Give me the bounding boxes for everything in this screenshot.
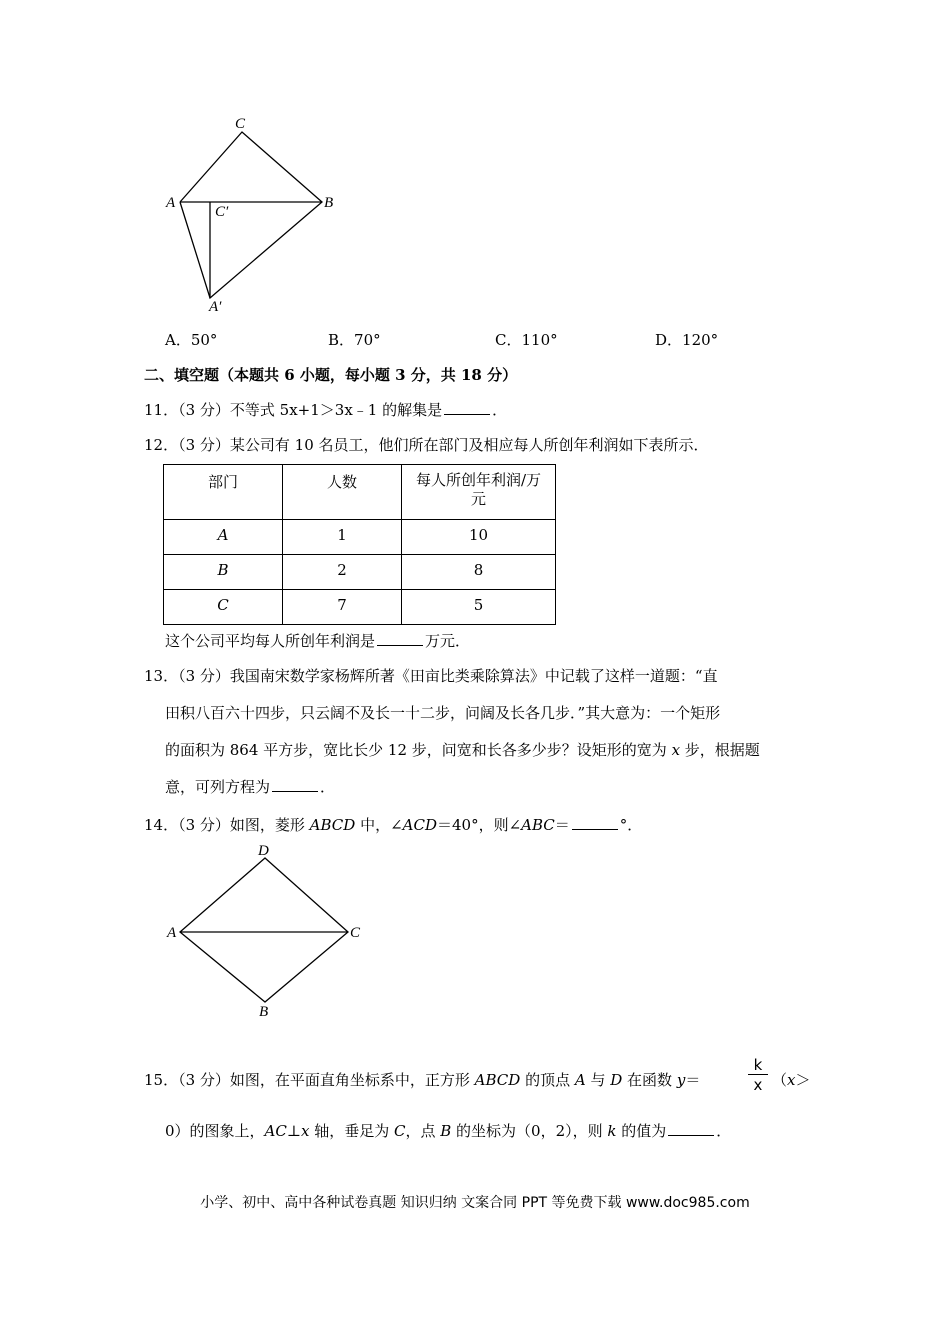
- q13-line3-suffix: 步，根据题: [680, 741, 760, 759]
- q14-t2: 中，∠: [355, 816, 403, 834]
- q13-answer-blank: [272, 777, 318, 792]
- q15-line1: [144, 1069, 700, 1090]
- q14-rhombus-figure: [160, 838, 370, 1023]
- q13-line3: [165, 739, 760, 760]
- q15-t2: 的顶点: [520, 1071, 575, 1089]
- q15-k: k: [607, 1122, 617, 1140]
- table-row: [164, 590, 556, 625]
- q10-option-d: D．120°: [655, 331, 719, 349]
- q15-t7: 0）的图象上，: [165, 1122, 265, 1140]
- q15-answer-blank: [668, 1121, 714, 1136]
- table-header-row: [164, 465, 556, 520]
- q12-question: [165, 630, 470, 651]
- table-cell-dept: C: [164, 590, 283, 625]
- q14-abc: ABC: [521, 816, 555, 834]
- table-cell-count: 1: [283, 520, 402, 555]
- q14-answer-blank: [572, 815, 618, 830]
- q15-t1: 15．（3 分）如图，在平面直角坐标系中，正方形: [144, 1071, 475, 1089]
- q11-suffix: ．: [492, 401, 508, 419]
- q15-a: A: [574, 1071, 586, 1089]
- fig14-label-c: C: [350, 925, 361, 941]
- q15-b: B: [440, 1122, 452, 1140]
- fig10-outline: [180, 132, 322, 298]
- q14-t4: ＝: [554, 816, 570, 834]
- q13-line2: 田积八百六十四步，只云阔不及长一十二步，问阔及长各几步．”其大意为：一个矩形: [165, 704, 721, 722]
- q11-answer-blank: [444, 400, 490, 415]
- q15-abcd: ABCD: [474, 1071, 521, 1089]
- q10-option-b: B．70°: [328, 331, 381, 349]
- table-cell-profit: 5: [402, 590, 556, 625]
- q15-d: D: [610, 1071, 623, 1089]
- q12-text: 12．（3 分）某公司有 10 名员工，他们所在部门及相应每人所创年利润如下表所示．: [144, 436, 709, 454]
- fig10-label-cprime: C′: [215, 204, 229, 220]
- q15-fraction: [748, 1056, 768, 1095]
- q10-figure: [160, 110, 350, 315]
- table-row: [164, 520, 556, 555]
- q13-line4: [165, 776, 335, 797]
- q15-x: x: [787, 1071, 796, 1089]
- q15-t12: 的值为: [616, 1122, 667, 1140]
- table-cell-count: 2: [283, 555, 402, 590]
- table-cell-dept: A: [164, 520, 283, 555]
- q10-option-c: C．110°: [495, 331, 558, 349]
- fig10-label-a: A: [166, 195, 176, 211]
- q13-var-x: x: [671, 741, 681, 759]
- fig10-label-aprime: A′: [209, 299, 222, 315]
- page-footer: 小学、初中、高中各种试卷真题 知识归纳 文案合同 PPT 等免费下载 www.doc985.com: [200, 1195, 750, 1211]
- fig14-label-d: D: [258, 843, 269, 859]
- q11: [144, 399, 507, 420]
- q14-abcd: ABCD: [309, 816, 356, 834]
- q12-question-text: 这个公司平均每人所创年利润是: [165, 632, 376, 650]
- table-cell-profit: 8: [402, 555, 556, 590]
- q15-t6: ＞: [795, 1071, 811, 1089]
- q11-text: 11．（3 分）不等式 5x+1＞3x﹣1 的解集是: [144, 401, 443, 419]
- q15-y: y: [676, 1071, 686, 1089]
- q15-t3: 与: [585, 1071, 611, 1089]
- rhombus-outline: [180, 858, 348, 1002]
- q14-text: [144, 814, 642, 835]
- q15-frac-num: k: [753, 1056, 763, 1074]
- fig10-label-b: B: [324, 195, 334, 211]
- q14-t5: °．: [619, 816, 643, 834]
- fig10-label-c: C: [235, 116, 246, 132]
- q15-x2: x: [300, 1122, 310, 1140]
- q15-line1-end: [772, 1069, 811, 1090]
- q12-answer-blank: [377, 631, 423, 646]
- q13-line4-text: 意，可列方程为: [165, 778, 271, 796]
- q15-t10: ，点: [405, 1122, 441, 1140]
- q12-table: [163, 464, 556, 625]
- table-cell-count: 7: [283, 590, 402, 625]
- fig14-label-b: B: [259, 1004, 269, 1020]
- table-row: [164, 555, 556, 590]
- q15-line2: [165, 1120, 731, 1141]
- q15-t4: 在函数: [622, 1071, 677, 1089]
- q15-eq: ＝: [685, 1071, 701, 1089]
- q14-acd: ACD: [402, 816, 437, 834]
- fig14-label-a: A: [167, 925, 177, 941]
- q13-line1: 13．（3 分）我国南宋数学家杨辉所著《田亩比类乘除算法》中记载了这样一道题：“直: [144, 667, 718, 685]
- q13-line3-text: 的面积为 864 平方步，宽比长少 12 步，问宽和长各多少步？设矩形的宽为: [165, 741, 672, 759]
- q15-frac-den: x: [753, 1076, 763, 1094]
- table-header-profit: 每人所创年利润/万 元: [402, 465, 556, 520]
- q15-t8: ⊥: [286, 1122, 301, 1140]
- q14-t3: ＝40°，则∠: [437, 816, 522, 834]
- q15-ac: AC: [264, 1122, 287, 1140]
- q13-line4-suffix: ．: [320, 778, 336, 796]
- q12-question-suffix: 万元．: [425, 632, 471, 650]
- table-header-count: 人数: [283, 465, 402, 520]
- q15-t11: 的坐标为（0，2），则: [451, 1122, 608, 1140]
- table-cell-profit: 10: [402, 520, 556, 555]
- table-cell-dept: B: [164, 555, 283, 590]
- q15-t9: 轴，垂足为: [309, 1122, 394, 1140]
- q15-t13: ．: [716, 1122, 732, 1140]
- q15-c: C: [393, 1122, 406, 1140]
- q14-t1: 14．（3 分）如图，菱形: [144, 816, 310, 834]
- table-header-dept: 部门: [164, 465, 283, 520]
- q10-option-a: A．50°: [165, 331, 218, 349]
- q15-t5: （: [772, 1071, 788, 1089]
- section2-title: 二、填空题（本题共 6 小题，每小题 3 分，共 18 分）: [144, 366, 518, 384]
